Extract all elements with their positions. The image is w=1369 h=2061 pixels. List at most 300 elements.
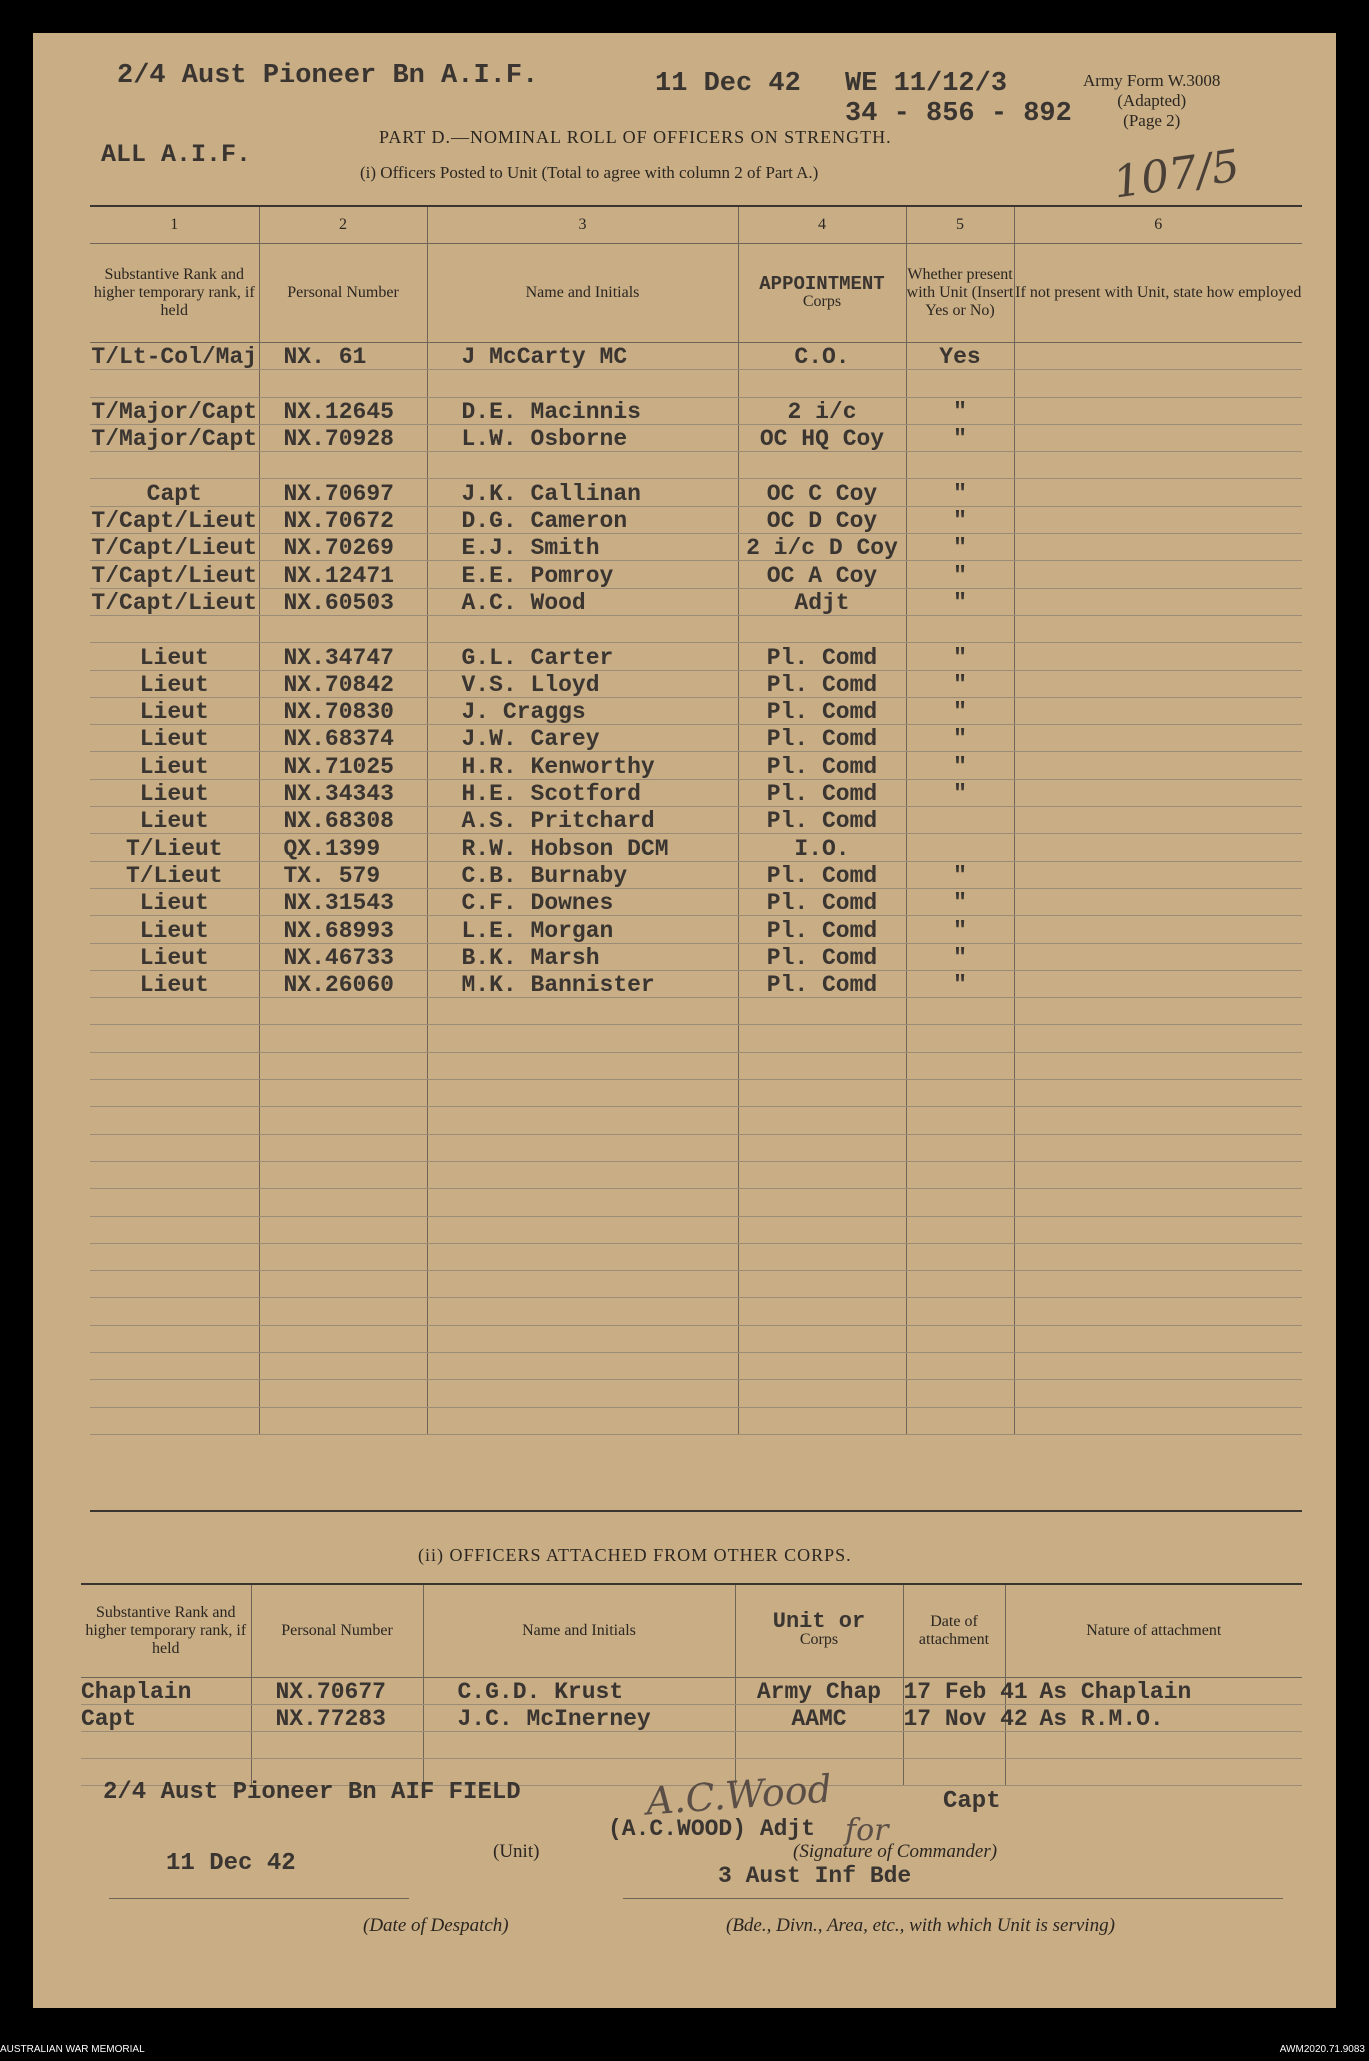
- attached-officers-table: [81, 1583, 1302, 1786]
- brigade-rule: [623, 1898, 1283, 1899]
- cell-number: [259, 615, 427, 642]
- cell-name: [427, 1271, 738, 1298]
- cell-corps: OC D Coy: [738, 506, 906, 533]
- cell-name: [427, 1025, 738, 1052]
- cell-corps: [738, 452, 906, 479]
- table-row: [90, 1052, 1302, 1079]
- cell-rank: Lieut: [90, 916, 259, 943]
- cell-number: NX.34747: [259, 643, 427, 670]
- footer-capt: Capt: [943, 1788, 1001, 1815]
- cell-employment: [1014, 397, 1302, 424]
- cell-present: [906, 370, 1014, 397]
- date-label: (Date of Despatch): [363, 1915, 509, 1936]
- table-row: [81, 1678, 1302, 1705]
- att-header-rank: Substantive Rank and higher temporary rank, if held: [81, 1584, 251, 1678]
- cell-rank: [90, 1107, 259, 1134]
- cell-name: H.R. Kenworthy: [427, 752, 738, 779]
- cell-name: D.G. Cameron: [427, 506, 738, 533]
- cell-corps: Pl. Comd: [738, 807, 906, 834]
- att-cell-rank: [81, 1732, 251, 1759]
- table-row: [90, 970, 1302, 997]
- cell-corps: [738, 1134, 906, 1161]
- attached-body: [81, 1678, 1302, 1786]
- cell-rank: Capt: [90, 479, 259, 506]
- form-number: Army Form W.3008: [1083, 71, 1221, 90]
- cell-rank: [90, 1134, 259, 1161]
- att-cell-corps: [735, 1732, 903, 1759]
- att-header-date: Date of attachment: [903, 1584, 1005, 1678]
- cell-name: [427, 452, 738, 479]
- cell-rank: [90, 1325, 259, 1352]
- cell-name: G.L. Carter: [427, 643, 738, 670]
- cell-corps: Adjt: [738, 588, 906, 615]
- cell-corps: [738, 998, 906, 1025]
- cell-name: [427, 1134, 738, 1161]
- cell-rank: [90, 1189, 259, 1216]
- cell-name: C.B. Burnaby: [427, 861, 738, 888]
- cell-name: J.K. Callinan: [427, 479, 738, 506]
- table-row: [90, 506, 1302, 533]
- cell-number: NX.60503: [259, 588, 427, 615]
- table-row: [90, 370, 1302, 397]
- cell-employment: [1014, 916, 1302, 943]
- cell-number: [259, 1052, 427, 1079]
- cell-rank: T/Capt/Lieut: [91, 562, 258, 589]
- document-page: [33, 33, 1336, 2008]
- cell-employment: [1014, 1107, 1302, 1134]
- cell-rank: [90, 1352, 259, 1379]
- cell-present: ": [906, 943, 1014, 970]
- column-number-row: [90, 206, 1302, 244]
- cell-present: ": [906, 397, 1014, 424]
- unit-or-stamp: Unit or: [772, 1609, 866, 1634]
- table-row: [90, 643, 1302, 670]
- cell-number: NX.26060: [259, 970, 427, 997]
- cell-rank: [90, 370, 259, 397]
- cell-rank: Lieut: [90, 970, 259, 997]
- cell-employment: [1014, 1243, 1302, 1270]
- unit-heading: 2/4 Aust Pioneer Bn A.I.F.: [117, 61, 539, 91]
- cell-present: [906, 834, 1014, 861]
- cell-present: [906, 1134, 1014, 1161]
- cell-present: [906, 1380, 1014, 1407]
- cell-rank: Lieut: [90, 697, 259, 724]
- army-form-label: [1083, 71, 1220, 131]
- att-cell-corps: Army Chap: [735, 1678, 903, 1705]
- att-cell-rank: Chaplain: [81, 1678, 251, 1705]
- cell-present: [906, 998, 1014, 1025]
- cell-corps: [738, 1025, 906, 1052]
- we-line-1: WE 11/12/3: [845, 69, 1008, 99]
- header-rank: Substantive Rank and higher temporary rank, if held: [90, 244, 259, 343]
- cell-rank: Lieut: [90, 943, 259, 970]
- table-row: [90, 1189, 1302, 1216]
- cell-rank: [90, 452, 259, 479]
- att-cell-nature: As R.M.O.: [1005, 1705, 1302, 1732]
- cell-present: ": [906, 861, 1014, 888]
- cell-present: ": [906, 506, 1014, 533]
- cell-name: [427, 1325, 738, 1352]
- cell-name: A.S. Pritchard: [427, 807, 738, 834]
- table-row: [90, 1107, 1302, 1134]
- att-cell-number: NX.77283: [251, 1705, 423, 1732]
- cell-corps: Pl. Comd: [738, 725, 906, 752]
- table-row: [90, 397, 1302, 424]
- cell-present: [906, 1243, 1014, 1270]
- table-row: [90, 779, 1302, 806]
- cell-name: [427, 998, 738, 1025]
- cell-number: [259, 1352, 427, 1379]
- cell-present: ": [906, 779, 1014, 806]
- cell-rank: T/Lieut: [90, 834, 259, 861]
- footer-brigade: 3 Aust Inf Bde: [718, 1863, 912, 1889]
- cell-present: [906, 1052, 1014, 1079]
- cell-name: [427, 1080, 738, 1107]
- cell-corps: [738, 370, 906, 397]
- heading-date: 11 Dec 42: [655, 69, 801, 99]
- cell-employment: [1014, 943, 1302, 970]
- cell-corps: [738, 1216, 906, 1243]
- cell-employment: [1014, 1325, 1302, 1352]
- table-row: [90, 534, 1302, 561]
- cell-name: B.K. Marsh: [427, 943, 738, 970]
- cell-corps: OC C Coy: [738, 479, 906, 506]
- column-header-row: [90, 244, 1302, 343]
- cell-name: M.K. Bannister: [427, 970, 738, 997]
- cell-rank: T/Major/Capt: [91, 426, 258, 453]
- table-row: [90, 998, 1302, 1025]
- cell-number: [259, 1407, 427, 1434]
- appointment-stamp: APPOINTMENT: [759, 273, 885, 295]
- cell-employment: [1014, 1161, 1302, 1188]
- cell-name: [427, 615, 738, 642]
- table-row: [90, 615, 1302, 642]
- cell-employment: [1014, 615, 1302, 642]
- cell-corps: Pl. Comd: [738, 970, 906, 997]
- table-row: [90, 725, 1302, 752]
- cell-employment: [1014, 1407, 1302, 1434]
- cell-name: [427, 1189, 738, 1216]
- cell-present: [906, 1025, 1014, 1052]
- war-establishment-ref: [845, 69, 1072, 129]
- cell-rank: [90, 1407, 259, 1434]
- cell-corps: 2 i/c D Coy: [738, 534, 906, 561]
- cell-rank: [90, 1052, 259, 1079]
- table-row: [90, 1271, 1302, 1298]
- cell-present: [906, 1325, 1014, 1352]
- cell-employment: [1014, 534, 1302, 561]
- cell-rank: T/Capt/Lieut: [91, 535, 258, 562]
- cell-present: [906, 1216, 1014, 1243]
- cell-corps: [738, 1052, 906, 1079]
- cell-corps: [738, 1243, 906, 1270]
- cell-name: E.E. Pomroy: [427, 561, 738, 588]
- cell-employment: [1014, 1025, 1302, 1052]
- att-header-corps: [735, 1584, 903, 1678]
- date-rule: [109, 1898, 409, 1899]
- cell-number: QX.1399: [259, 834, 427, 861]
- table-row: [90, 1407, 1302, 1434]
- table-row: [90, 916, 1302, 943]
- cell-name: [427, 1243, 738, 1270]
- table-row: [90, 1352, 1302, 1379]
- cell-corps: [738, 1325, 906, 1352]
- cell-employment: [1014, 807, 1302, 834]
- att-cell-name: C.G.D. Krust: [423, 1678, 735, 1705]
- cell-employment: [1014, 588, 1302, 615]
- cell-name: [427, 1161, 738, 1188]
- cell-name: L.W. Osborne: [427, 424, 738, 451]
- cell-employment: [1014, 1271, 1302, 1298]
- cell-present: [906, 452, 1014, 479]
- cell-employment: [1014, 1352, 1302, 1379]
- cell-present: [906, 1407, 1014, 1434]
- cell-number: NX.46733: [259, 943, 427, 970]
- cell-name: E.J. Smith: [427, 534, 738, 561]
- table-row: [90, 807, 1302, 834]
- cell-number: [259, 1080, 427, 1107]
- cell-number: NX.34343: [259, 779, 427, 806]
- table-row: [90, 452, 1302, 479]
- cell-corps: Pl. Comd: [738, 643, 906, 670]
- att-cell-name: J.C. McInerney: [423, 1705, 735, 1732]
- cell-number: NX.70830: [259, 697, 427, 724]
- cell-name: R.W. Hobson DCM: [427, 834, 738, 861]
- cell-name: [427, 1407, 738, 1434]
- cell-number: [259, 1325, 427, 1352]
- cell-corps: OC HQ Coy: [738, 424, 906, 451]
- cell-corps: [738, 615, 906, 642]
- cell-rank: T/Lieut: [90, 861, 259, 888]
- att-cell-name: [423, 1732, 735, 1759]
- cell-employment: [1014, 452, 1302, 479]
- cell-rank: T/Capt/Lieut: [91, 508, 258, 535]
- cell-rank: [90, 1243, 259, 1270]
- cell-rank: Lieut: [90, 752, 259, 779]
- att-cell-corps: AAMC: [735, 1705, 903, 1732]
- table-row: [90, 697, 1302, 724]
- cell-employment: [1014, 561, 1302, 588]
- cell-number: [259, 1243, 427, 1270]
- brigade-label: (Bde., Divn., Area, etc., with which Unit is serving): [726, 1915, 1115, 1936]
- cell-rank: Lieut: [90, 888, 259, 915]
- cell-rank: [90, 1380, 259, 1407]
- cell-corps: Pl. Comd: [738, 916, 906, 943]
- roll-body: [90, 343, 1302, 1435]
- att-cell-number: NX.70677: [251, 1678, 423, 1705]
- cell-rank: Lieut: [90, 807, 259, 834]
- cell-employment: [1014, 506, 1302, 533]
- cell-corps: [738, 1080, 906, 1107]
- cell-name: D.E. Macinnis: [427, 397, 738, 424]
- cell-corps: [738, 1298, 906, 1325]
- table-row: [90, 1025, 1302, 1052]
- table-row: [90, 1134, 1302, 1161]
- cell-present: ": [906, 643, 1014, 670]
- cell-number: [259, 1271, 427, 1298]
- att-cell-date: [903, 1732, 1005, 1759]
- cell-number: [259, 452, 427, 479]
- cell-rank: [90, 615, 259, 642]
- unit-label: (Unit): [493, 1841, 540, 1862]
- cell-rank: [90, 1161, 259, 1188]
- despatch-date: 11 Dec 42: [166, 1850, 296, 1877]
- cell-number: [259, 1380, 427, 1407]
- cell-present: [906, 615, 1014, 642]
- cell-name: C.F. Downes: [427, 888, 738, 915]
- cell-corps: [738, 1161, 906, 1188]
- all-aif-note: ALL A.I.F.: [101, 140, 252, 169]
- att-cell-number: [251, 1732, 423, 1759]
- signature-label: (Signature of Commander): [793, 1841, 998, 1862]
- cell-number: [259, 370, 427, 397]
- cell-employment: [1014, 970, 1302, 997]
- cell-rank: [90, 998, 259, 1025]
- archive-credit: AUSTRALIAN WAR MEMORIAL: [0, 2044, 145, 2055]
- cell-present: [906, 1107, 1014, 1134]
- cell-number: [259, 1189, 427, 1216]
- cell-rank: [90, 1298, 259, 1325]
- cell-present: Yes: [906, 343, 1014, 370]
- archive-id: AWM2020.71.9083: [1279, 2044, 1365, 2055]
- cell-number: [259, 1107, 427, 1134]
- attached-title: (ii) OFFICERS ATTACHED FROM OTHER CORPS.: [418, 1545, 852, 1565]
- cell-employment: [1014, 1134, 1302, 1161]
- cell-number: NX.70672: [259, 506, 427, 533]
- cell-corps: [738, 1352, 906, 1379]
- cell-present: [906, 1271, 1014, 1298]
- attached-header-row: [81, 1584, 1302, 1678]
- form-page: (Page 2): [1123, 111, 1181, 130]
- cell-number: NX.31543: [259, 888, 427, 915]
- cell-present: ": [906, 424, 1014, 451]
- part-title: PART D.—NOMINAL ROLL OF OFFICERS ON STRENGTH.: [379, 127, 892, 147]
- att-cell-rank: Capt: [81, 1705, 251, 1732]
- cell-present: ": [906, 588, 1014, 615]
- cell-corps: [738, 1107, 906, 1134]
- table-row: [90, 479, 1302, 506]
- form-adapted: (Adapted): [1117, 91, 1187, 110]
- table-row: [81, 1705, 1302, 1732]
- cell-present: ": [906, 916, 1014, 943]
- cell-corps: [738, 1189, 906, 1216]
- cell-employment: [1014, 343, 1302, 370]
- cell-number: TX. 579: [259, 861, 427, 888]
- cell-employment: [1014, 424, 1302, 451]
- cell-rank: Lieut: [90, 670, 259, 697]
- att-cell-nature: [1005, 1759, 1302, 1786]
- cell-present: [906, 1352, 1014, 1379]
- column-number: 3: [427, 206, 738, 244]
- cell-present: [906, 1189, 1014, 1216]
- footer-for: for: [845, 1813, 889, 1848]
- cell-corps: Pl. Comd: [738, 752, 906, 779]
- cell-name: J.W. Carey: [427, 725, 738, 752]
- commander-signature: A.C.Wood: [644, 1766, 834, 1824]
- column-number: 2: [259, 206, 427, 244]
- table-row: [90, 1325, 1302, 1352]
- header-corps: [738, 244, 906, 343]
- cell-corps: [738, 1407, 906, 1434]
- cell-employment: [1014, 998, 1302, 1025]
- table-row: [90, 1243, 1302, 1270]
- cell-number: NX.70269: [259, 534, 427, 561]
- cell-employment: [1014, 1189, 1302, 1216]
- cell-employment: [1014, 370, 1302, 397]
- table-row: [90, 1380, 1302, 1407]
- header-name: Name and Initials: [427, 244, 738, 343]
- cell-present: ": [906, 561, 1014, 588]
- cell-rank: T/Lt-Col/Maj: [91, 344, 258, 371]
- cell-number: NX.68374: [259, 725, 427, 752]
- cell-present: ": [906, 725, 1014, 752]
- table-row: [90, 561, 1302, 588]
- cell-employment: [1014, 1080, 1302, 1107]
- table-row: [90, 1080, 1302, 1107]
- cell-rank: [90, 1216, 259, 1243]
- cell-employment: [1014, 670, 1302, 697]
- cell-employment: [1014, 643, 1302, 670]
- cell-present: [906, 1080, 1014, 1107]
- table-row: [81, 1732, 1302, 1759]
- cell-employment: [1014, 834, 1302, 861]
- cell-corps: 2 i/c: [738, 397, 906, 424]
- header-employment: If not present with Unit, state how employed: [1014, 244, 1302, 343]
- cell-rank: Lieut: [90, 779, 259, 806]
- cell-number: [259, 1216, 427, 1243]
- att-cell-nature: [1005, 1732, 1302, 1759]
- cell-number: [259, 998, 427, 1025]
- cell-number: [259, 1025, 427, 1052]
- cell-present: [906, 807, 1014, 834]
- cell-name: J McCarty MC: [427, 343, 738, 370]
- cell-employment: [1014, 479, 1302, 506]
- cell-name: [427, 1380, 738, 1407]
- table-row: [90, 888, 1302, 915]
- cell-present: [906, 1161, 1014, 1188]
- cell-present: ": [906, 534, 1014, 561]
- table-row: [90, 1216, 1302, 1243]
- att-cell-date: 17 Nov 42: [903, 1706, 1028, 1732]
- footer-signer: (A.C.WOOD) Adjt: [608, 1816, 816, 1842]
- att-header-number: Personal Number: [251, 1584, 423, 1678]
- table-row: [90, 943, 1302, 970]
- cell-employment: [1014, 861, 1302, 888]
- cell-rank: T/Major/Capt: [91, 398, 258, 425]
- cell-corps: Pl. Comd: [738, 861, 906, 888]
- cell-corps: [738, 1380, 906, 1407]
- cell-number: [259, 1298, 427, 1325]
- cell-employment: [1014, 1380, 1302, 1407]
- cell-rank: [90, 1080, 259, 1107]
- table-row: [90, 670, 1302, 697]
- cell-name: [427, 1052, 738, 1079]
- cell-name: [427, 1298, 738, 1325]
- att-header-nature: Nature of attachment: [1005, 1584, 1302, 1678]
- table-row: [90, 834, 1302, 861]
- cell-rank: T/Capt/Lieut: [91, 589, 258, 616]
- cell-number: NX.68308: [259, 807, 427, 834]
- cell-rank: [90, 1271, 259, 1298]
- cell-corps: OC A Coy: [738, 561, 906, 588]
- we-line-2: 34 - 856 - 892: [845, 99, 1072, 129]
- part-subtitle: (i) Officers Posted to Unit (Total to agree with column 2 of Part A.): [360, 163, 819, 182]
- cell-number: NX.70842: [259, 670, 427, 697]
- cell-number: [259, 1134, 427, 1161]
- cell-number: NX.71025: [259, 752, 427, 779]
- cell-corps: Pl. Comd: [738, 888, 906, 915]
- cell-employment: [1014, 752, 1302, 779]
